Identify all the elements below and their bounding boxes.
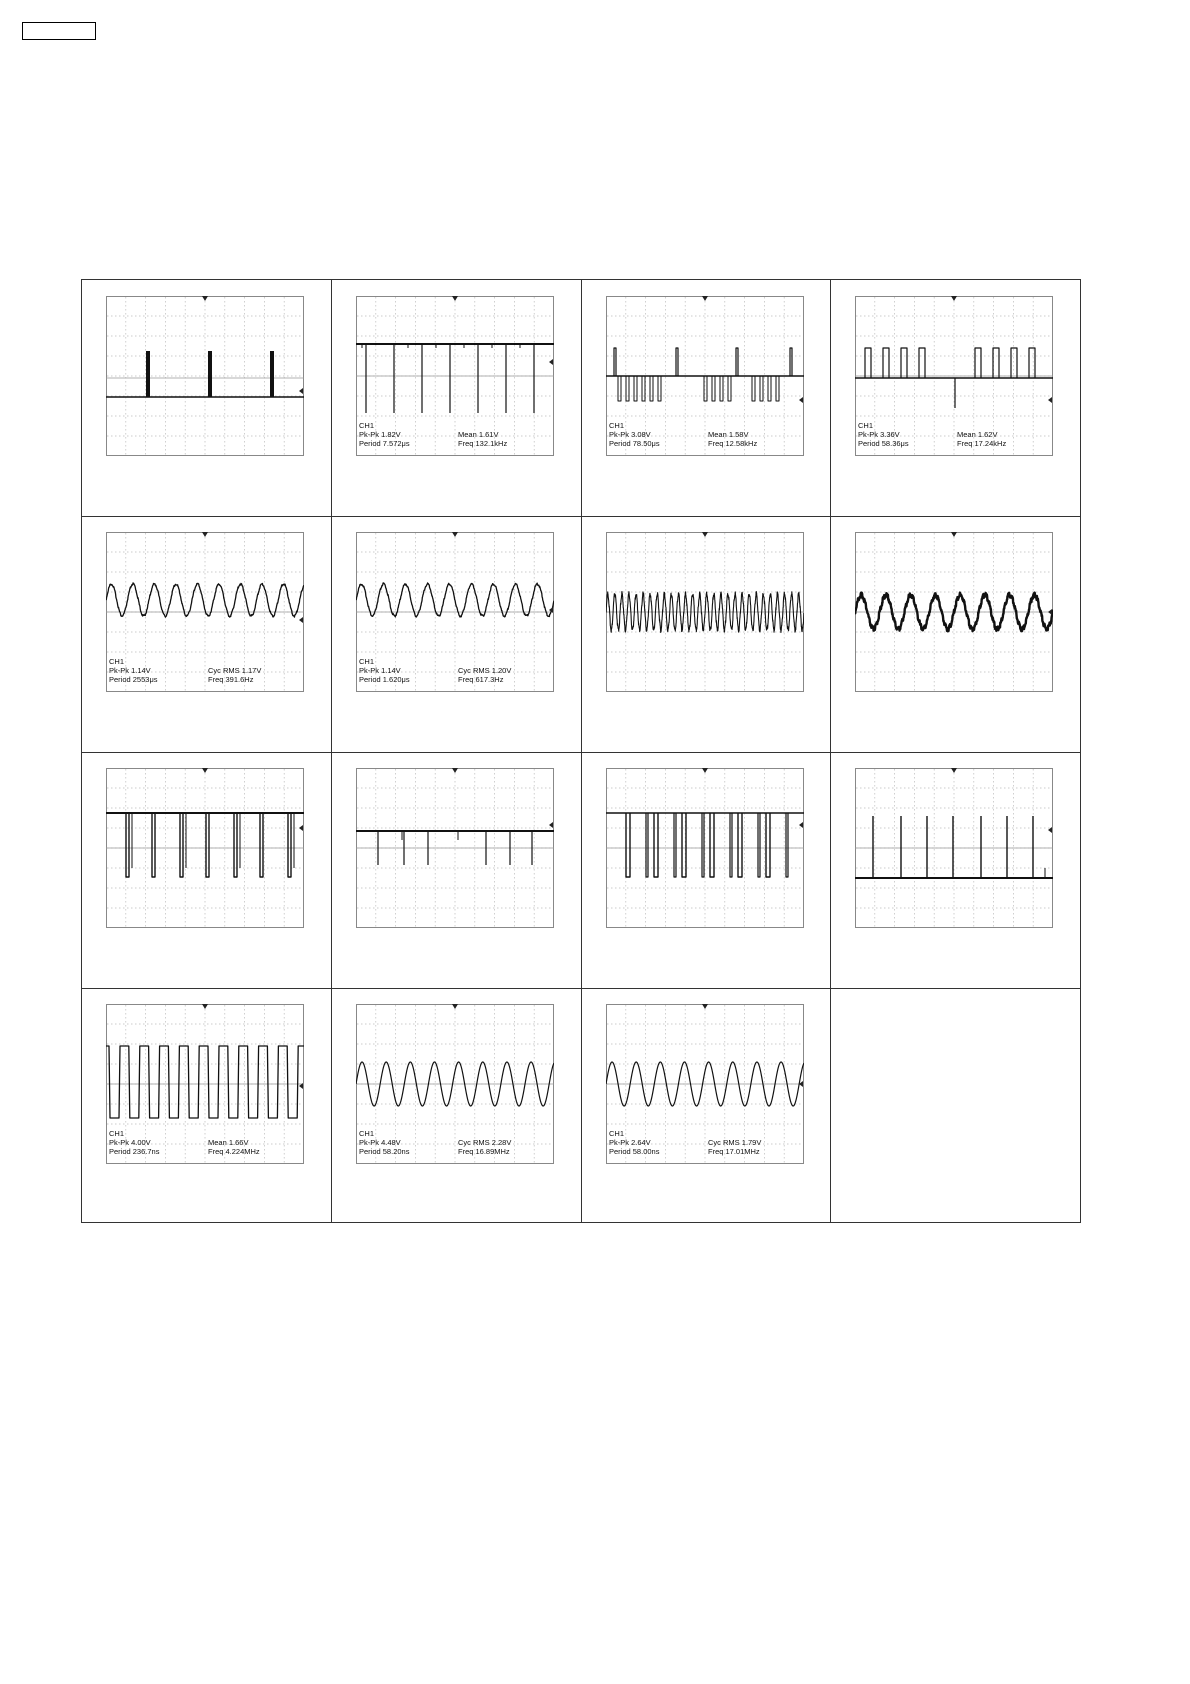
readout-period: Period 1.620μs — [358, 675, 410, 684]
waveform-plot — [356, 768, 554, 928]
oscilloscope-screen — [855, 296, 1053, 456]
readout-channel: CH1 — [608, 421, 624, 430]
table-cell — [831, 517, 1081, 753]
readout-frequency: Freq 4.224MHz — [208, 1147, 260, 1156]
readout-frequency: Freq 16.89MHz — [457, 1147, 510, 1156]
oscilloscope-screen — [855, 532, 1053, 692]
readout-pk-pk: Pk-Pk 3.08V — [608, 430, 651, 439]
readout-mean: Mean 1.58V — [707, 430, 748, 439]
pulse-burst — [270, 351, 274, 397]
waveform-plot — [606, 532, 804, 692]
readout-channel: CH1 — [358, 657, 374, 666]
readout-pk-pk: Pk-Pk 1.14V — [358, 666, 401, 675]
table-cell — [831, 280, 1081, 517]
readout-channel: CH1 — [858, 421, 874, 430]
table-cell-empty — [831, 989, 1081, 1223]
readout-channel: CH1 — [358, 1129, 374, 1138]
readout-pk-pk: Pk-Pk 1.82V — [358, 430, 401, 439]
readout-channel: CH1 — [109, 1129, 125, 1138]
readout-mean: Mean 1.62V — [957, 430, 998, 439]
table-cell — [581, 280, 831, 517]
oscilloscope-screen — [606, 532, 804, 692]
readout-frequency: Freq 132.1kHz — [457, 439, 507, 448]
table-cell — [331, 280, 581, 517]
readout-pk-pk: Pk-Pk 3.36V — [858, 430, 900, 439]
table-row — [82, 753, 1081, 989]
readout-period: Period 58.00ns — [608, 1147, 659, 1156]
oscilloscope-screen — [855, 768, 1053, 928]
table-cell — [331, 517, 581, 753]
pulse-burst — [208, 351, 212, 397]
readout-mean: Cyc RMS 1.17V — [208, 666, 262, 675]
waveform-plot — [606, 768, 804, 928]
table-cell — [581, 989, 831, 1223]
readout-mean: Cyc RMS 2.28V — [457, 1138, 512, 1147]
page-corner-box — [22, 22, 96, 40]
table-row — [82, 280, 1081, 517]
table-cell — [82, 517, 332, 753]
table-row — [82, 989, 1081, 1223]
readout-frequency: Freq 17.01MHz — [707, 1147, 760, 1156]
waveform-plot — [606, 296, 804, 456]
table-row — [82, 517, 1081, 753]
readout-period: Period 2553μs — [109, 675, 158, 684]
table-cell — [831, 753, 1081, 989]
oscilloscope-screen — [106, 296, 304, 456]
readout-period: Period 58.20ns — [358, 1147, 410, 1156]
readout-frequency: Freq 617.3Hz — [457, 675, 504, 684]
waveform-plot — [855, 768, 1053, 928]
readout-frequency: Freq 12.58kHz — [707, 439, 757, 448]
readout-pk-pk: Pk-Pk 2.64V — [608, 1138, 651, 1147]
readout-pk-pk: Pk-Pk 4.48V — [358, 1138, 401, 1147]
waveform-table — [81, 279, 1081, 1223]
readout-period: Period 78.50μs — [608, 439, 660, 448]
readout-period: Period 236.7ns — [109, 1147, 160, 1156]
waveform-plot — [606, 1004, 804, 1164]
waveform-plot — [106, 296, 304, 456]
oscilloscope-screen — [106, 1004, 304, 1164]
readout-pk-pk: Pk-Pk 4.00V — [109, 1138, 151, 1147]
waveform-plot — [106, 768, 304, 928]
table-cell — [82, 280, 332, 517]
readout-frequency: Freq 17.24kHz — [957, 439, 1007, 448]
waveform-plot — [855, 296, 1053, 456]
readout-channel: CH1 — [109, 657, 125, 666]
readout-mean: Mean 1.61V — [457, 430, 499, 439]
readout-mean: Cyc RMS 1.79V — [707, 1138, 761, 1147]
readout-channel: CH1 — [358, 421, 374, 430]
table-cell — [82, 989, 332, 1223]
readout-mean: Mean 1.66V — [208, 1138, 249, 1147]
oscilloscope-screen — [606, 768, 804, 928]
readout-period: Period 7.572μs — [358, 439, 410, 448]
table-cell — [581, 517, 831, 753]
readout-mean: Cyc RMS 1.20V — [457, 666, 512, 675]
readout-channel: CH1 — [608, 1129, 624, 1138]
table-cell — [581, 753, 831, 989]
waveform-plot — [855, 532, 1053, 692]
oscilloscope-screen — [356, 532, 554, 692]
waveform-plot — [106, 532, 304, 692]
oscilloscope-screen — [356, 768, 554, 928]
oscilloscope-screen — [606, 296, 804, 456]
oscilloscope-screen — [356, 1004, 554, 1164]
waveform-plot — [356, 532, 554, 692]
pulse-burst — [146, 351, 150, 397]
readout-pk-pk: Pk-Pk 1.14V — [109, 666, 151, 675]
table-cell — [331, 989, 581, 1223]
readout-frequency: Freq 391.6Hz — [208, 675, 254, 684]
oscilloscope-screen — [106, 768, 304, 928]
oscilloscope-screen — [606, 1004, 804, 1164]
waveform-plot — [356, 296, 554, 456]
table-cell — [82, 753, 332, 989]
waveform-plot — [356, 1004, 554, 1164]
readout-period: Period 58.36μs — [858, 439, 909, 448]
waveform-plot — [106, 1004, 304, 1164]
table-cell — [331, 753, 581, 989]
oscilloscope-screen — [356, 296, 554, 456]
oscilloscope-screen — [106, 532, 304, 692]
